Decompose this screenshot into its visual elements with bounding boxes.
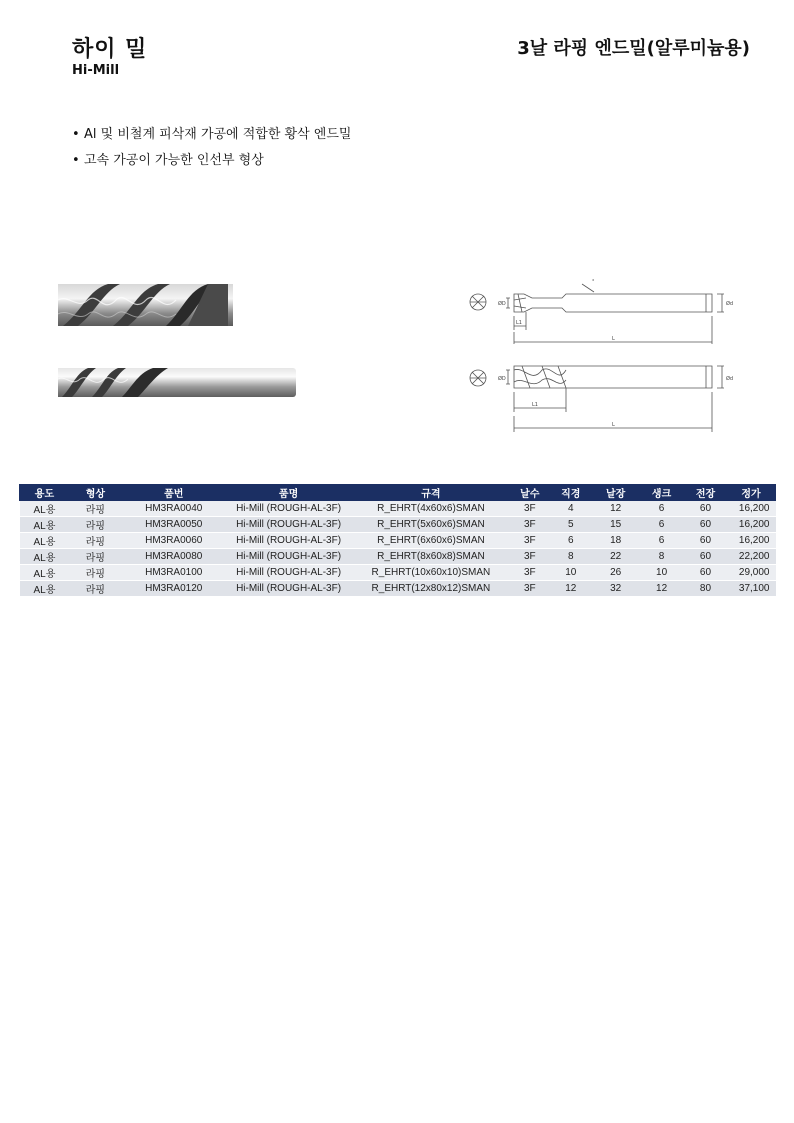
cell-flute-length: 18 xyxy=(593,533,639,549)
cell-usage: AL용 xyxy=(20,549,70,565)
table-row xyxy=(20,501,776,517)
cell-shape: 라핑 xyxy=(69,581,121,597)
cell-flutes: 3F xyxy=(511,501,549,517)
cell-partno: HM3RA0120 xyxy=(121,581,226,597)
col-shape-header: 형상 xyxy=(69,485,121,501)
cell-price: 16,200 xyxy=(726,517,775,533)
cell-partno: HM3RA0040 xyxy=(121,501,226,517)
endmill-full-photo xyxy=(58,365,298,400)
technical-drawing-2flute xyxy=(462,272,742,352)
cut-dia-label: ØD xyxy=(498,301,506,307)
feature-list xyxy=(72,122,351,174)
cell-shape: 라핑 xyxy=(69,533,121,549)
cell-diameter: 5 xyxy=(549,517,593,533)
table-row xyxy=(20,517,776,533)
table-row xyxy=(20,533,776,549)
length-total-label: L xyxy=(612,336,615,342)
cell-shape: 라핑 xyxy=(69,517,121,533)
cell-spec: R_EHRT(10x60x10)SMAN xyxy=(351,565,511,581)
table-row xyxy=(20,549,776,565)
cell-flute-length: 32 xyxy=(593,581,639,597)
cell-diameter: 4 xyxy=(549,501,593,517)
cell-shape: 라핑 xyxy=(69,501,121,517)
cell-partno: HM3RA0060 xyxy=(121,533,226,549)
cell-overall-length: 60 xyxy=(685,533,727,549)
cell-price: 16,200 xyxy=(726,501,775,517)
cell-price: 16,200 xyxy=(726,533,775,549)
cell-flutes: 3F xyxy=(511,517,549,533)
feature-item: • 고속 가공이 가능한 인선부 형상 xyxy=(72,148,351,174)
cell-name: Hi-Mill (ROUGH-AL-3F) xyxy=(226,581,351,597)
col-price-header: 정가 xyxy=(726,485,775,501)
col-usage-header: 용도 xyxy=(20,485,70,501)
col-flute-length-header: 날장 xyxy=(593,485,639,501)
cell-shape: 라핑 xyxy=(69,565,121,581)
cell-usage: AL용 xyxy=(20,581,70,597)
col-flutes-header: 날수 xyxy=(511,485,549,501)
cell-name: Hi-Mill (ROUGH-AL-3F) xyxy=(226,565,351,581)
length-l1-label: L1 xyxy=(516,320,522,326)
feature-item: • Al 및 비철계 피삭재 가공에 적합한 황삭 엔드밀 xyxy=(72,122,351,148)
cell-diameter: 10 xyxy=(549,565,593,581)
cell-overall-length: 60 xyxy=(685,517,727,533)
cell-flute-length: 15 xyxy=(593,517,639,533)
cell-usage: AL용 xyxy=(20,517,70,533)
length-total-label: L xyxy=(612,422,615,428)
product-category-title: 3날 라핑 엔드밀(알루미늄용) xyxy=(517,38,750,59)
cell-flutes: 3F xyxy=(511,549,549,565)
cell-price: 37,100 xyxy=(726,581,775,597)
cell-name: Hi-Mill (ROUGH-AL-3F) xyxy=(226,501,351,517)
cell-name: Hi-Mill (ROUGH-AL-3F) xyxy=(226,533,351,549)
cell-overall-length: 60 xyxy=(685,565,727,581)
cell-flute-length: 22 xyxy=(593,549,639,565)
cell-flutes: 3F xyxy=(511,581,549,597)
cell-flutes: 3F xyxy=(511,533,549,549)
shank-dia-label: Ød xyxy=(726,376,734,382)
cell-partno: HM3RA0050 xyxy=(121,517,226,533)
cell-usage: AL용 xyxy=(20,533,70,549)
cell-shank: 6 xyxy=(639,501,685,517)
spec-table xyxy=(19,484,776,597)
cell-shank: 6 xyxy=(639,517,685,533)
cell-diameter: 12 xyxy=(549,581,593,597)
col-spec-header: 규격 xyxy=(351,485,511,501)
angle-label: ° xyxy=(592,279,595,285)
col-name-header: 품명 xyxy=(226,485,351,501)
table-header-row xyxy=(20,485,776,501)
cell-partno: HM3RA0100 xyxy=(121,565,226,581)
cell-shape: 라핑 xyxy=(69,549,121,565)
cell-diameter: 8 xyxy=(549,549,593,565)
cell-spec: R_EHRT(8x60x8)SMAN xyxy=(351,549,511,565)
cell-spec: R_EHRT(12x80x12)SMAN xyxy=(351,581,511,597)
cell-name: Hi-Mill (ROUGH-AL-3F) xyxy=(226,549,351,565)
col-partno-header: 품번 xyxy=(121,485,226,501)
table-row xyxy=(20,565,776,581)
cell-shank: 8 xyxy=(639,549,685,565)
col-shank-header: 생크 xyxy=(639,485,685,501)
technical-drawing-3flute xyxy=(462,360,742,440)
cell-usage: AL용 xyxy=(20,501,70,517)
cell-flute-length: 12 xyxy=(593,501,639,517)
length-l1-label: L1 xyxy=(532,402,538,408)
cell-overall-length: 80 xyxy=(685,581,727,597)
product-title-english: Hi-Mill xyxy=(72,63,120,78)
cell-flute-length: 26 xyxy=(593,565,639,581)
cell-overall-length: 60 xyxy=(685,501,727,517)
product-title-korean: 하이 밀 xyxy=(72,37,148,62)
cell-flutes: 3F xyxy=(511,565,549,581)
cell-spec: R_EHRT(6x60x6)SMAN xyxy=(351,533,511,549)
cell-name: Hi-Mill (ROUGH-AL-3F) xyxy=(226,517,351,533)
col-overall-length-header: 전장 xyxy=(685,485,727,501)
cell-shank: 6 xyxy=(639,533,685,549)
cell-price: 22,200 xyxy=(726,549,775,565)
cell-partno: HM3RA0080 xyxy=(121,549,226,565)
cell-shank: 10 xyxy=(639,565,685,581)
endmill-closeup-photo xyxy=(58,280,233,330)
cell-overall-length: 60 xyxy=(685,549,727,565)
shank-dia-label: Ød xyxy=(726,301,734,307)
col-diameter-header: 직경 xyxy=(549,485,593,501)
cell-shank: 12 xyxy=(639,581,685,597)
cell-diameter: 6 xyxy=(549,533,593,549)
table-row xyxy=(20,581,776,597)
cell-spec: R_EHRT(4x60x6)SMAN xyxy=(351,501,511,517)
cell-price: 29,000 xyxy=(726,565,775,581)
cell-usage: AL용 xyxy=(20,565,70,581)
cut-dia-label: ØD xyxy=(498,376,506,382)
cell-spec: R_EHRT(5x60x6)SMAN xyxy=(351,517,511,533)
